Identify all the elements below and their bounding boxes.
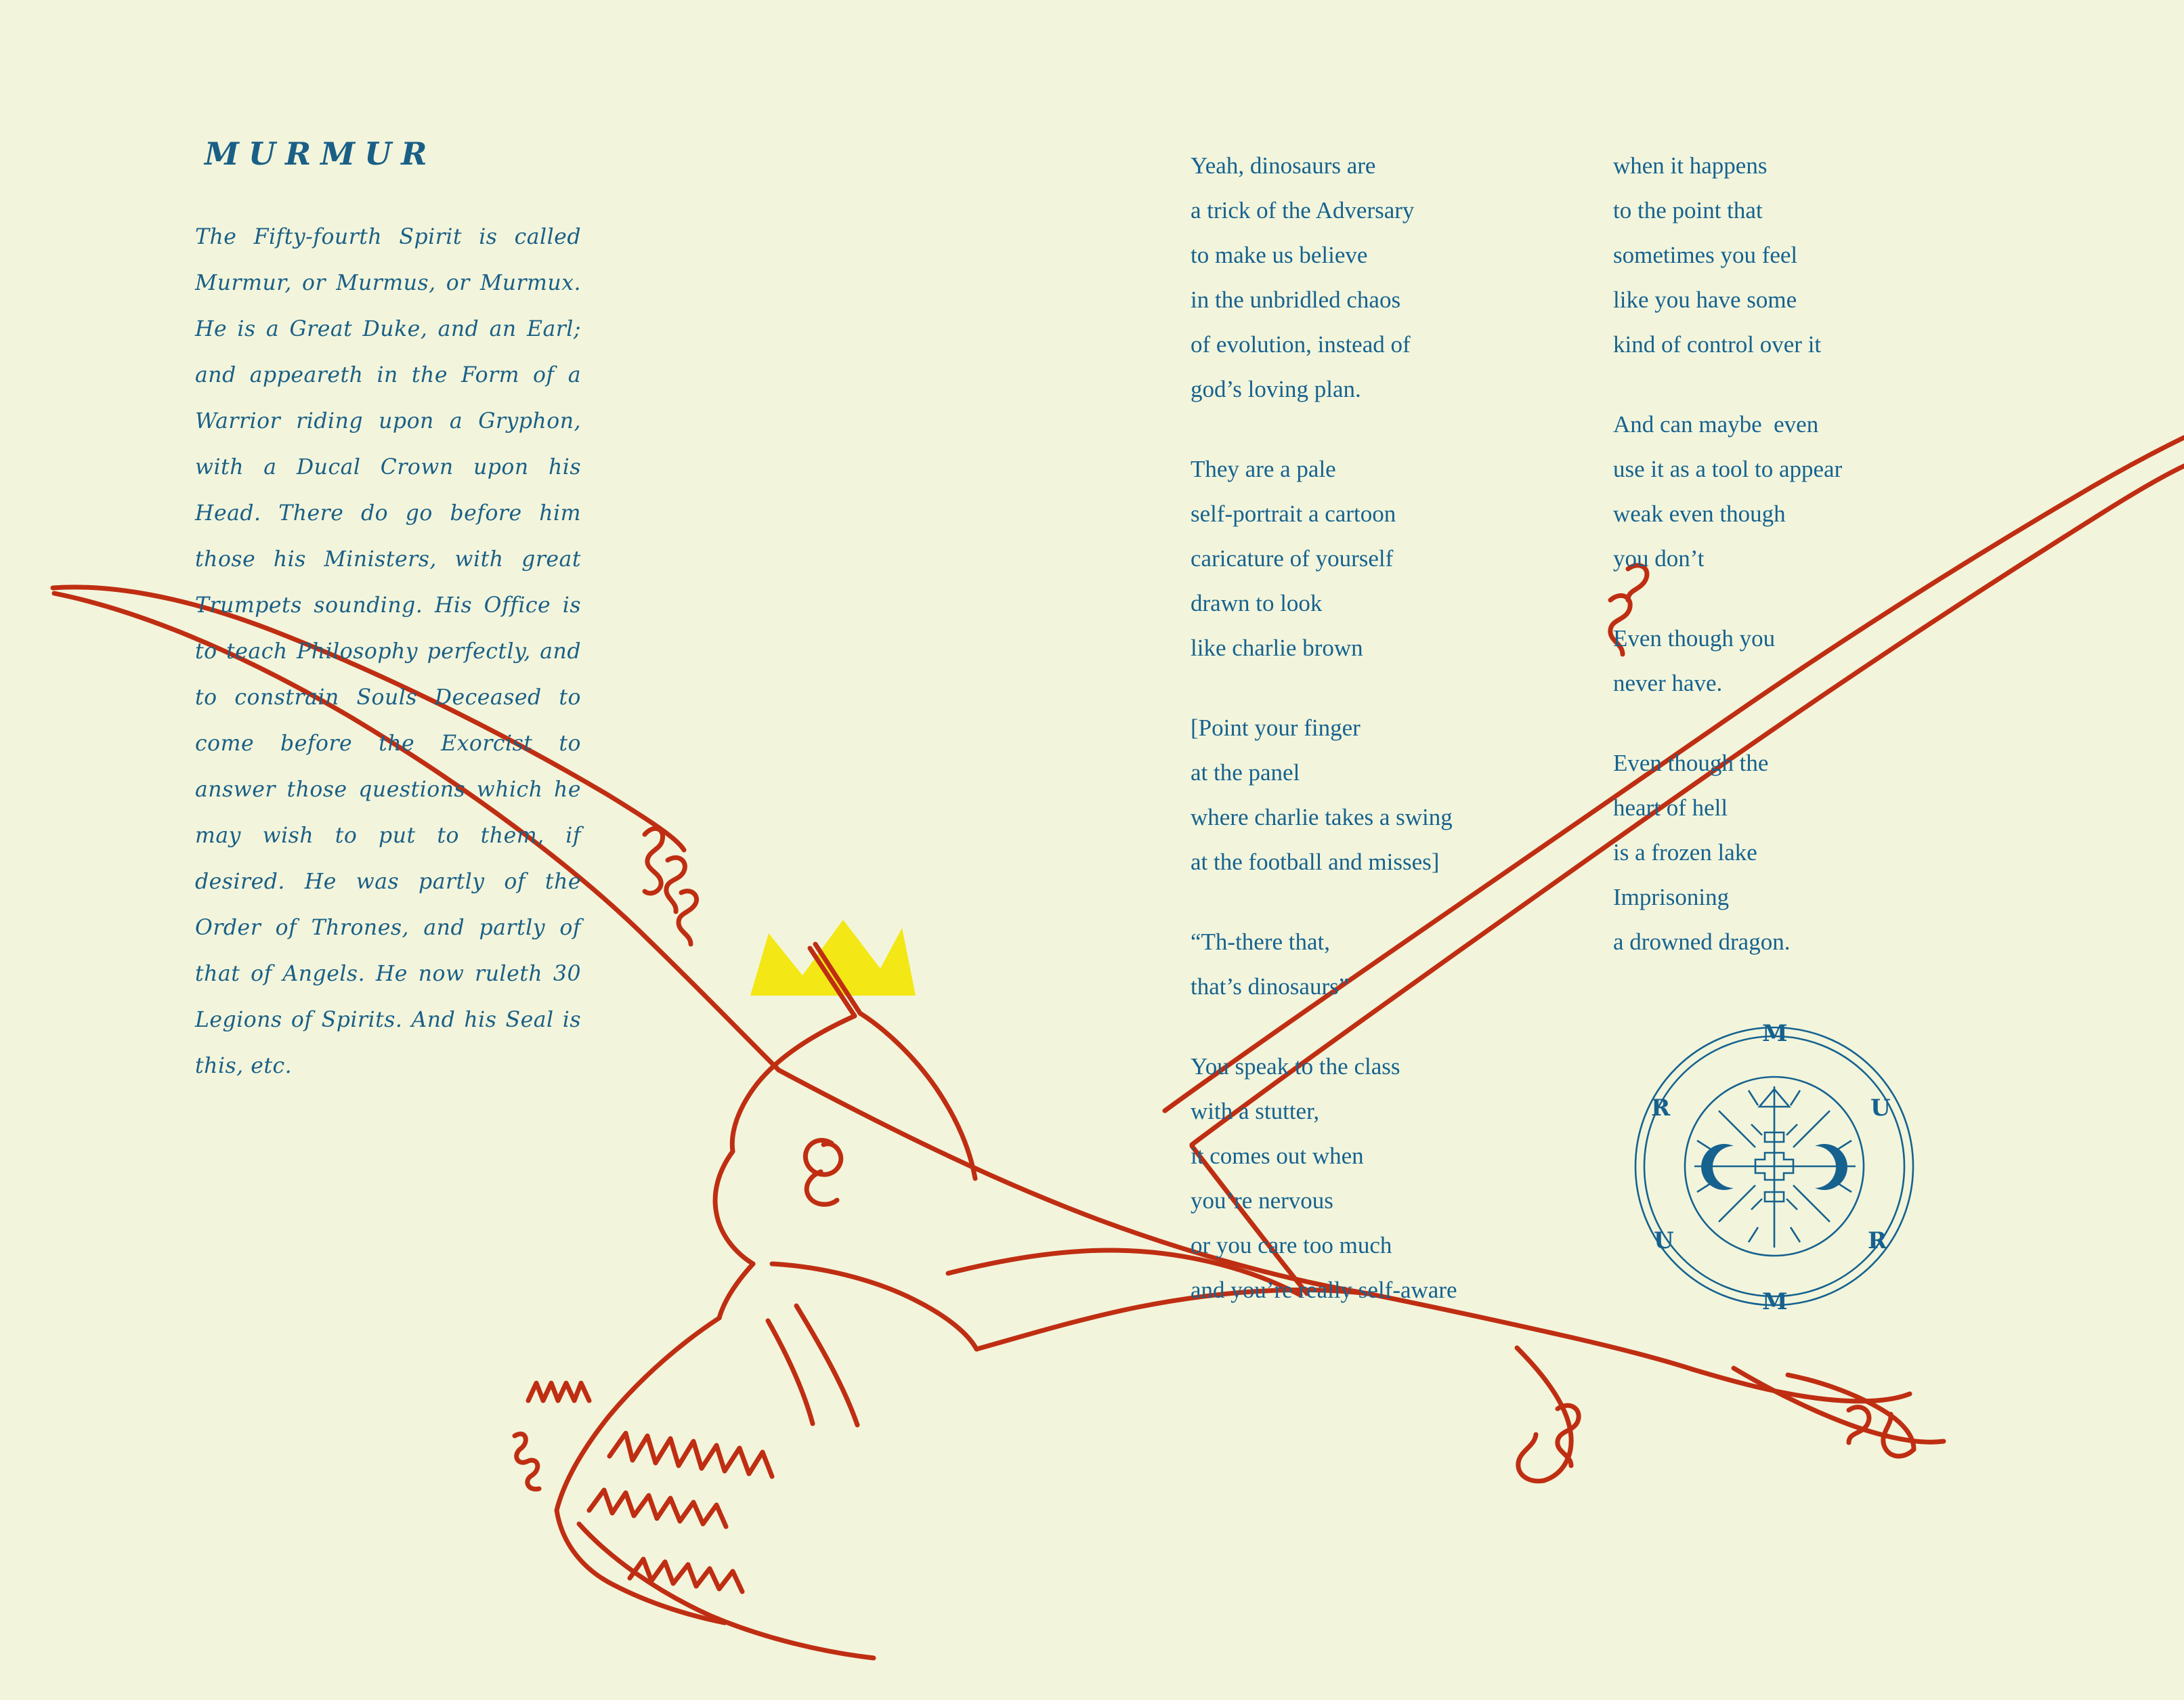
script-line: Even though you <box>1613 625 1776 652</box>
script-line: you don’t <box>1613 545 1705 572</box>
script-stanza <box>1191 144 1610 412</box>
script-line: use it as a tool to appear <box>1613 456 1843 482</box>
script-line: weak even though <box>1613 501 1786 527</box>
script-line: a trick of the Adversary <box>1191 197 1415 224</box>
script-stanza <box>1613 402 2019 581</box>
seal-letter: M <box>1762 1020 1788 1047</box>
script-line: sometimes you feel <box>1613 242 1798 268</box>
script-stanza <box>1191 706 1610 885</box>
script-line: never have. <box>1613 670 1723 696</box>
script-line: self-portrait a cartoon <box>1191 501 1396 527</box>
script-line: where charlie takes a swing <box>1191 804 1453 830</box>
script-stanza <box>1613 741 2019 964</box>
seal-letter: R <box>1651 1095 1671 1122</box>
script-line: caricature of yourself <box>1191 545 1394 572</box>
script-line: and you’re really self-aware <box>1191 1277 1457 1303</box>
script-line: it comes out when <box>1191 1143 1364 1169</box>
script-line: You speak to the class <box>1191 1053 1400 1080</box>
script-line: of evolution, instead of <box>1191 331 1411 358</box>
grimoire-body-text: The Fifty-fourth Spirit is called Murmur, or Murmus, or Murmux. He is a Great Duke, and an Earl; and appeareth in the Form of a Warrior riding upon a Gryphon, with a Ducal Crown upon his Head. There do go before him those his Ministers, with great Trumpets sounding. His Office is to teach Philosophy perfectly, and to constrain Souls Deceased to come before the Exorcist to answer those questions which he may wish to put to them, if desired. He was partly of the Order of Thrones, and partly of that of Angels. He now ruleth 30 Legions of Spirits. And his Seal is this, etc. <box>195 225 581 1078</box>
script-line: Imprisoning <box>1613 884 1730 910</box>
seal-letter: U <box>1654 1227 1674 1254</box>
script-stanza <box>1191 447 1610 671</box>
script-line: to the point that <box>1613 197 1763 224</box>
script-stanza <box>1191 920 1610 1009</box>
script-line: at the panel <box>1191 759 1300 786</box>
script-line: that’s dinosaurs” <box>1191 973 1350 1000</box>
script-line: like you have some <box>1613 286 1797 313</box>
script-middle-column <box>1191 144 1610 1313</box>
grimoire-title: MURMUR <box>205 135 437 172</box>
script-line: heart of hell <box>1613 794 1728 821</box>
script-line: [Point your finger <box>1191 715 1361 741</box>
script-line: like charlie brown <box>1191 635 1363 661</box>
script-stanza <box>1613 144 2019 367</box>
script-line: to make us believe <box>1191 242 1368 268</box>
seal-graphic <box>1632 1024 1917 1309</box>
seal-letter: U <box>1870 1095 1891 1122</box>
script-line: And can maybe even <box>1613 411 1819 438</box>
seal-letter: M <box>1762 1288 1788 1315</box>
script-line: Yeah, dinosaurs are <box>1191 152 1376 179</box>
sigil-of-murmur <box>1632 1020 1917 1315</box>
script-stanza <box>1191 1044 1610 1313</box>
script-line: “Th-there that, <box>1191 929 1331 955</box>
script-right-column <box>1613 144 2019 964</box>
script-line: with a stutter, <box>1191 1098 1320 1124</box>
script-line: is a frozen lake <box>1613 839 1757 866</box>
script-line: when it happens <box>1613 152 1768 179</box>
script-line: Even though the <box>1613 750 1769 776</box>
script-line: kind of control over it <box>1613 331 1822 358</box>
script-line: drawn to look <box>1191 590 1323 616</box>
yellow-crown-marker <box>750 920 916 996</box>
script-line: or you care too much <box>1191 1232 1392 1258</box>
script-line: in the unbridled chaos <box>1191 286 1401 313</box>
script-line: They are a pale <box>1191 456 1336 482</box>
script-line: at the football and misses] <box>1191 849 1440 875</box>
seal-letter: R <box>1868 1227 1887 1254</box>
script-stanza <box>1613 616 2019 706</box>
grimoire-column <box>195 135 581 1089</box>
script-line: god’s loving plan. <box>1191 376 1361 402</box>
script-line: a drowned dragon. <box>1613 929 1791 955</box>
script-line: you’re nervous <box>1191 1187 1333 1214</box>
